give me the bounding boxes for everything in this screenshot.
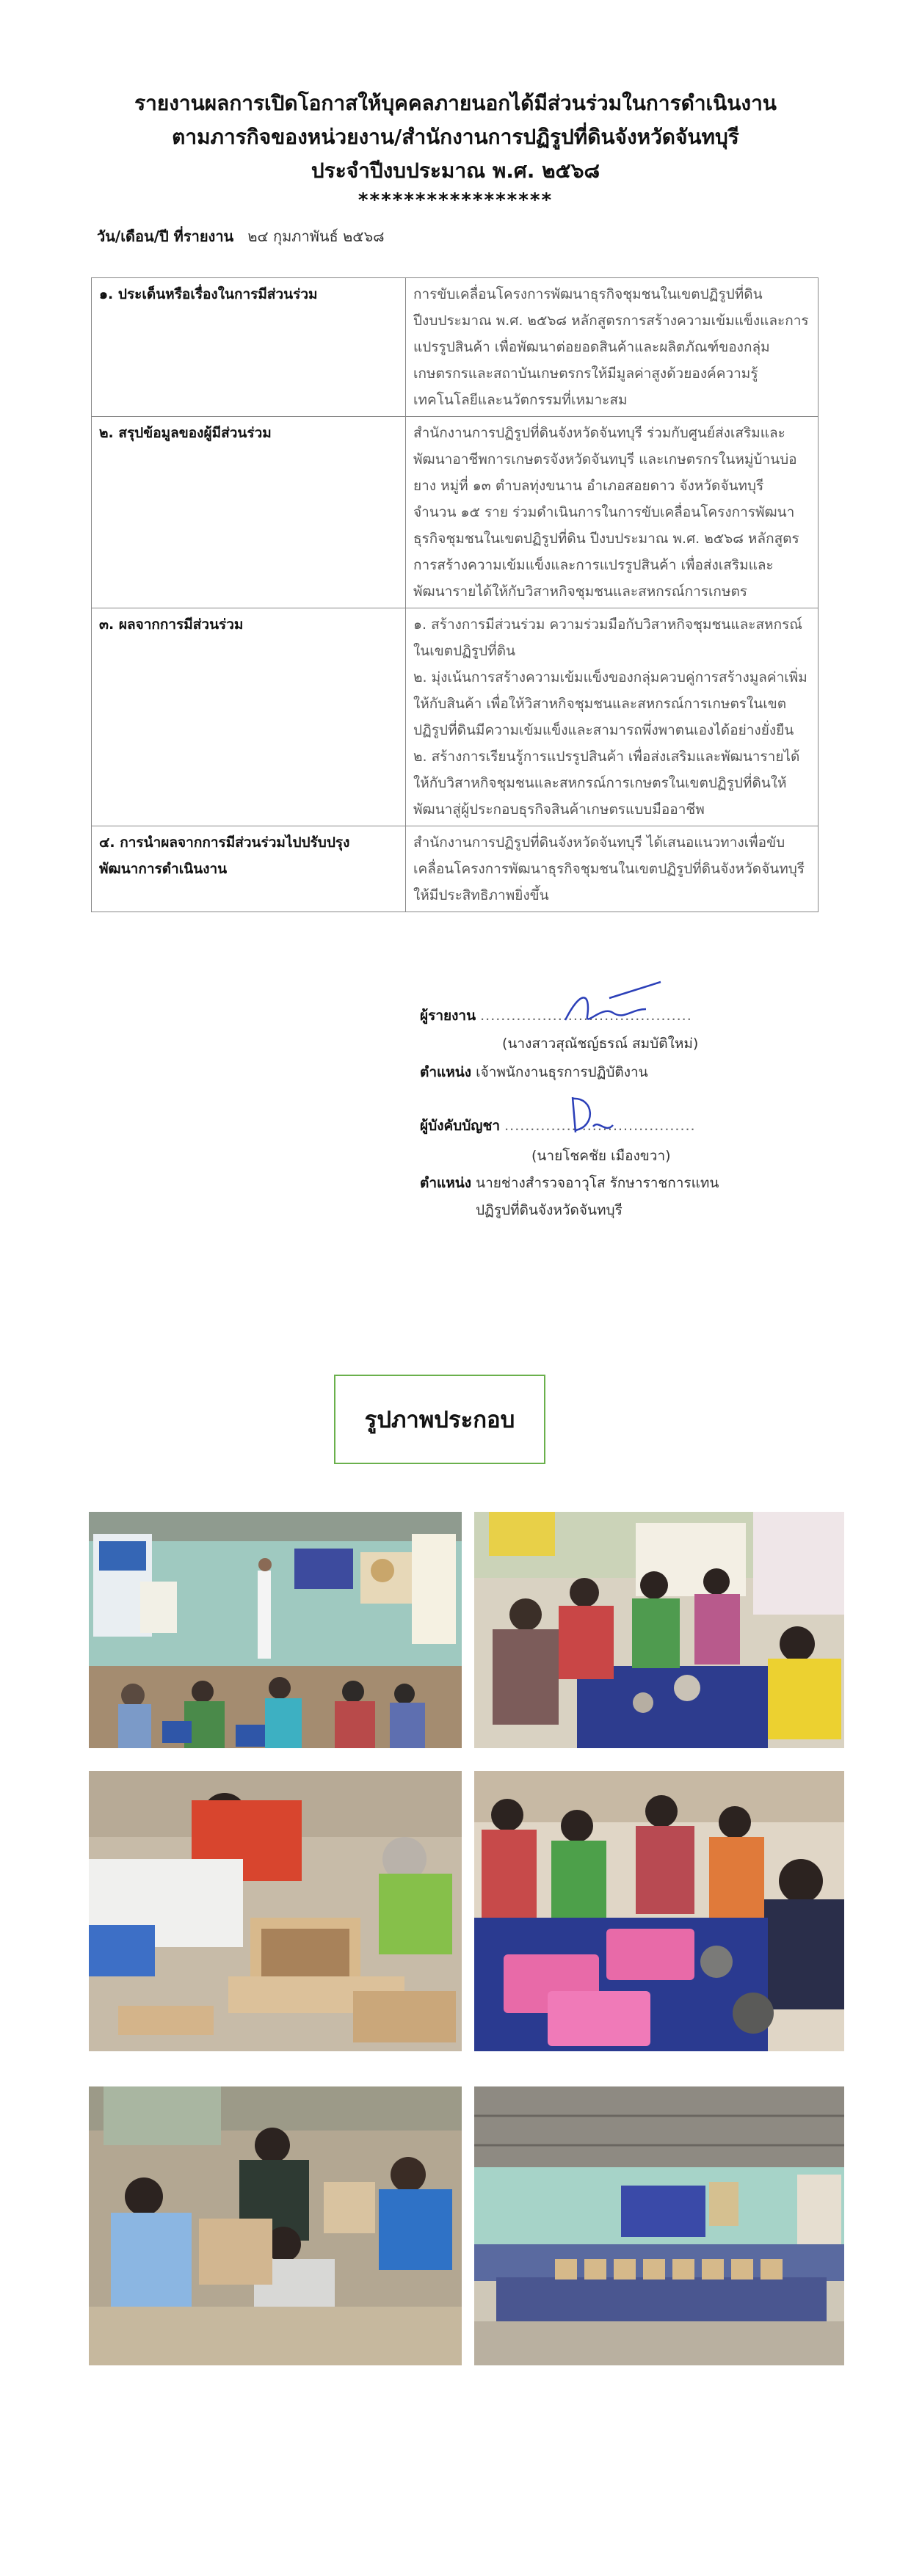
summary-table: [91, 277, 819, 912]
row-content: [406, 417, 819, 608]
signature-dots: .....................................: [504, 1118, 696, 1134]
photo-group-workshop: [474, 1512, 844, 1748]
header-title-line2: ตามภารกิจของหน่วยงาน/สำนักงานการปฏิรูปที่ดินจังหวัดจันทบุรี: [172, 125, 739, 149]
row-topic: ๒. สรุปข้อมูลของผู้มีส่วนร่วม: [92, 417, 406, 608]
signature-dots: .........................................: [480, 1008, 692, 1024]
row-content-line: ๒. สร้างการเรียนรู้การแปรรูปสินค้า เพื่อส่งเสริมและพัฒนารายได้ให้กับวิสาหกิจชุมชนและสหกรณ์การเกษตรในเขตปฏิรูปที่ดินให้พัฒนาสู่ผู้ประกอบธุรกิจสินค้าเกษตรแบบมืออาชีพ: [413, 749, 800, 818]
photo-wood-crafting: [89, 1771, 462, 2051]
row-content-line: การขับเคลื่อนโครงการพัฒนาธุรกิจชุมชนในเขตปฏิรูปที่ดิน ปีงบประมาณ พ.ศ. ๒๕๖๘ หลักสูตรการสร้างความเข้มแข็งและการแปรรูปสินค้า เพื่อพัฒนาต่อยอดสินค้าและผลิตภัณฑ์ของกลุ่มเกษตรกรและสถาบันเกษตรกรให้มีมูลค่าสูงด้วยองค์ความรู้เทคโนโลยีและนวัตกรรมที่เหมาะสม: [413, 286, 809, 408]
header-title-line1: รายงานผลการเปิดโอกาสให้บุคคลภายนอกได้มีส่วนร่วมในการดำเนินงาน: [134, 91, 777, 115]
row-content-line: ๒. มุ่งเน้นการสร้างความเข้มแข็งของกลุ่มควบคู่การสร้างมูลค่าเพิ่มให้กับสินค้า เพื่อให้วิสาหกิจชุมชนและสหกรณ์การเกษตรในเขตปฏิรูปที่ดินมีความเข้มแข็งและสามารถพึ่งพาตนเองได้อย่างยั่งยืน: [413, 669, 807, 738]
photo-caption-box: [334, 1375, 545, 1464]
photo-caption: รูปภาพประกอบ: [364, 1407, 515, 1433]
header-title-line3: ประจำปีงบประมาณ พ.ศ. ๒๕๖๘: [311, 159, 600, 183]
report-date-label: วัน/เดือน/ปี ที่รายงาน: [97, 228, 234, 245]
table-row: [92, 417, 819, 608]
report-date: [97, 225, 385, 248]
header-stars: *****************: [357, 189, 554, 211]
report-date-value: ๒๔ กุมภาพันธ์ ๒๕๖๘: [247, 228, 385, 245]
reporter-signature: [558, 976, 668, 1035]
photo-soap-molds: [474, 1771, 844, 2051]
row-topic: ๑. ประเด็นหรือเรื่องในการมีส่วนร่วม: [92, 278, 406, 417]
commander-signature: [558, 1090, 624, 1141]
row-content-line: สำนักงานการปฏิรูปที่ดินจังหวัดจันทบุรี ร่วมกับศูนย์ส่งเสริมและพัฒนาอาชีพการเกษตรจังหวัดจันทบุรี และเกษตรกรในหมู่บ้านบ่อยาง หมู่ที่ ๑๓ ตำบลทุ่งขนาน อำเภอสอยดาว จังหวัดจันทบุรี จำนวน ๑๕ ราย ร่วมดำเนินการในการขับเคลื่อนโครงการพัฒนาธุรกิจชุมชนในเขตปฏิรูปที่ดิน ปีงบประมาณ พ.ศ. ๒๕๖๘ หลักสูตรการสร้างความเข้มแข็งและการแปรรูปสินค้า เพื่อส่งเสริมและพัฒนารายได้ให้กับวิสาหกิจชุมชนและสหกรณ์การเกษตร: [413, 425, 799, 600]
reporter-position-value: เจ้าพนักงานธุรการปฏิบัติงาน: [476, 1064, 648, 1080]
commander-position-value: นายช่างสำรวจอาวุโส รักษาราชการแทน: [476, 1175, 719, 1191]
table-row: [92, 278, 819, 417]
row-content: [406, 826, 819, 912]
table-row: [92, 826, 819, 912]
row-topic: ๓. ผลจากการมีส่วนร่วม: [92, 608, 406, 826]
row-content: [406, 278, 819, 417]
photo-box-assembly: [89, 2086, 462, 2365]
row-content: [406, 608, 819, 826]
reporter-label: ผู้รายงาน: [420, 1008, 476, 1024]
commander-position: [420, 1170, 719, 1196]
commander-name: (นายโชคชัย เมืองขวา): [531, 1148, 671, 1164]
photo-meeting-presentation: [89, 1512, 462, 1748]
commander-position-line2: ปฏิรูปที่ดินจังหวัดจันทบุรี: [476, 1202, 623, 1218]
table-row: [92, 608, 819, 826]
reporter-position: [420, 1059, 648, 1085]
commander-label: ผู้บังคับบัญชา: [420, 1118, 501, 1134]
report-header: [0, 87, 911, 213]
reporter-position-label: ตำแหน่ง: [420, 1064, 472, 1080]
reporter-name: (นางสาวสุณัชญ์ธรณ์ สมบัติใหม่): [502, 1036, 699, 1052]
row-content-line: ๑. สร้างการมีส่วนร่วม ความร่วมมือกับวิสาหกิจชุมชนและสหกรณ์ในเขตปฏิรูปที่ดิน: [413, 616, 802, 659]
commander-position-label: ตำแหน่ง: [420, 1175, 472, 1191]
row-content-line: สำนักงานการปฏิรูปที่ดินจังหวัดจันทบุรี ได้เสนอแนวทางเพื่อขับเคลื่อนโครงการพัฒนาธุรกิจชุมชนในเขตปฏิรูปที่ดินจังหวัดจันทบุรี ให้มีประสิทธิภาพยิ่งขึ้น: [413, 834, 805, 903]
row-topic: ๔. การนำผลจากการมีส่วนร่วมไปปรับปรุงพัฒนาการดำเนินงาน: [92, 826, 406, 912]
photo-group-with-products: [474, 2086, 844, 2365]
